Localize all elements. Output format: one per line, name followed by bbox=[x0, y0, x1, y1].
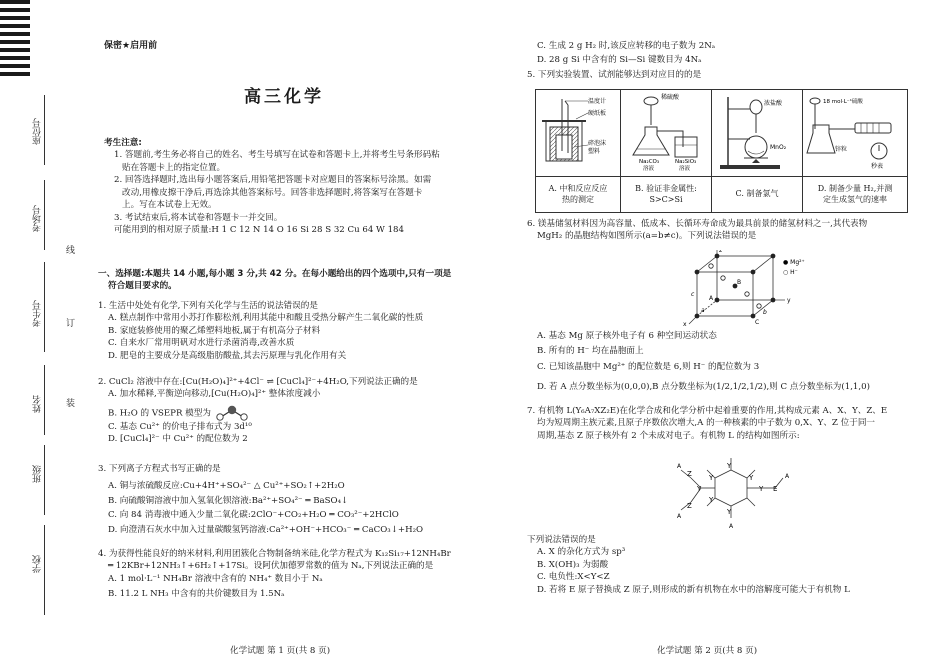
solution-label: 溶液 bbox=[679, 166, 691, 171]
apparatus-c bbox=[712, 90, 803, 177]
mno2-label: MnO₂ bbox=[770, 144, 787, 151]
sulfuric-18m-label: 18 mol·L⁻¹硫酸 bbox=[823, 99, 863, 105]
option-d: D. [CuCl₄]²⁻ 中 Cu²⁺ 的配位数为 2 bbox=[108, 434, 248, 445]
question-2 bbox=[98, 376, 472, 446]
atom-y1: Y bbox=[697, 485, 702, 493]
axis-z: z bbox=[719, 250, 723, 254]
question-5-stem: 5. 下列实验装置、试剂能够达到对应目的的是 bbox=[527, 69, 702, 80]
apparatus-row bbox=[536, 90, 908, 177]
question-stem-cont: ═ 12KBr+12NH₃↑+6H₂↑+17Si。设阿伏加德罗常数的值为 Nₐ,下列说法正确的是 bbox=[108, 561, 434, 572]
sodium-carbonate-label: Na₂CO₃ bbox=[639, 159, 660, 165]
question-stem: 6. 镁基储氢材料因为高容量、低成本、长循环寿命成为最具前景的储氢材料之一,其代表物 bbox=[527, 219, 868, 229]
flask-tube-icon bbox=[623, 91, 709, 171]
atom-a3: A bbox=[785, 473, 790, 480]
option-d: D. 若将 E 原子替换成 Z 原子,则形成的新有机物在水中的溶解度可能大于有机物 L bbox=[537, 584, 850, 595]
cell-d bbox=[803, 176, 908, 212]
crystal-cell-diagram bbox=[667, 250, 817, 328]
binding-strip bbox=[0, 0, 90, 672]
question-3 bbox=[98, 463, 472, 536]
option-a: A. 1 mol·L⁻¹ NH₄Br 溶液中含有的 NH₄⁺ 数目小于 Nₐ bbox=[108, 573, 323, 584]
footer-page-2: 化学试题 第 2 页(共 8 页) bbox=[657, 646, 758, 656]
atom-y6: Y bbox=[709, 496, 714, 504]
option-a: A. X 的杂化方式为 sp³ bbox=[537, 547, 626, 558]
question-substem: 下列说法错误的是 bbox=[527, 535, 596, 545]
section-heading-line: 符合题目要求的。 bbox=[108, 281, 177, 292]
cell-b-line1: B. 验证非金属性: bbox=[635, 183, 697, 193]
option-c: C. 向 84 消毒液中通入少量二氧化碳:2ClO⁻+CO₂+H₂O ═ CO₃²⁻+2HClO bbox=[108, 510, 399, 521]
option-b: B. X(OH)₃ 为弱酸 bbox=[537, 559, 609, 570]
notice-block bbox=[104, 137, 472, 237]
option-b: B. 11.2 L NH₃ 中含有的共价键数目为 1.5Nₐ bbox=[108, 589, 285, 600]
option-d: D. 向澄清石灰水中加入过量碳酸氢钙溶液:Ca²⁺+OH⁻+HCO₃⁻ ═ CaCO₃↓+H₂O bbox=[108, 524, 424, 535]
question-stem-cont: 均为短周期主族元素,且原子序数依次增大,A 的一种核素的中子数为 0,X、Y、Z 位于同一 bbox=[537, 418, 876, 429]
atom-y3: Y bbox=[727, 508, 732, 516]
school-line bbox=[44, 525, 45, 615]
option-d: D. 28 g Si 中含有的 Si—Si 键数目为 4Nₐ bbox=[537, 55, 702, 66]
cell-a bbox=[536, 176, 621, 212]
calorimeter-icon bbox=[538, 91, 618, 171]
atom-e: E bbox=[773, 485, 778, 493]
chlorine-apparatus-icon bbox=[714, 91, 800, 171]
point-a: A bbox=[709, 295, 714, 302]
molecule-structure-diagram bbox=[657, 448, 807, 534]
option-d: D. 肥皂的主要成分是高级脂肪酸盐,其去污原理与乳化作用有关 bbox=[108, 350, 347, 361]
zinc-label: 锌粒 bbox=[835, 146, 848, 153]
legend-mg: ● Mg²⁺ bbox=[783, 259, 805, 266]
notice-line: 3. 考试结束后,将本试卷和答题卡一并交回。 bbox=[114, 212, 283, 223]
option-a: A. 加水稀释,平衡逆向移动,[Cu(H₂O)₄]²⁺ 整体浓度减小 bbox=[108, 389, 321, 400]
edge-a: a bbox=[701, 307, 705, 314]
name-label: 姓名 bbox=[33, 395, 43, 413]
option-c: C. 生成 2 g H₂ 时,该反应转移的电子数为 2Nₐ bbox=[537, 41, 716, 51]
question-7 bbox=[527, 405, 932, 442]
cell-d-line1: D. 制备少量 H₂,并测 bbox=[817, 183, 893, 193]
experiment-table bbox=[535, 89, 908, 213]
axis-y: y bbox=[787, 297, 791, 304]
atom-a4: A bbox=[729, 523, 734, 530]
option-a: A. 基态 Mg 原子核外电子有 6 种空间运动状态 bbox=[537, 331, 717, 341]
question-6-options bbox=[527, 330, 932, 394]
axis-x: x bbox=[683, 321, 687, 328]
notice-line: 1. 答题前,考生务必将自己的姓名、考生号填写在试卷和答题卡上,并将考生号条形码粘 bbox=[114, 150, 440, 161]
cell-c bbox=[712, 176, 803, 212]
option-b: B. 向硫酸铜溶液中加入氢氧化钡溶液:Ba²⁺+SO₄²⁻ ═ BaSO₄↓ bbox=[108, 495, 349, 506]
class-label: 班级 bbox=[33, 465, 43, 483]
option-c: C. 自来水厂常用明矾对水进行杀菌消毒,改善水质 bbox=[108, 338, 295, 349]
cell-c-line1: C. 制备氯气 bbox=[735, 189, 779, 199]
atomic-mass-line: 可能用到的相对原子质量:H 1 C 12 N 14 O 16 Si 28 S 32 Cu 64 W 184 bbox=[114, 225, 404, 236]
atom-z2: Z bbox=[687, 502, 692, 510]
edge-b: b bbox=[763, 309, 767, 316]
question-stem-cont: MgH₂ 的晶胞结构如图所示(a=b≠c)。下列说法错误的是 bbox=[537, 231, 757, 242]
atom-y4: Y bbox=[709, 474, 714, 482]
notice-line: 贴在答题卡上的指定位置。 bbox=[122, 162, 226, 173]
class-line bbox=[44, 445, 45, 515]
school-label: 学校 bbox=[33, 555, 43, 573]
option-c: C. 基态 Cu²⁺ 的价电子排布式为 3d¹⁰ bbox=[108, 421, 252, 432]
cell-d-line2: 定生成氢气的速率 bbox=[823, 195, 887, 205]
atom-a2: A bbox=[677, 513, 682, 520]
question-6 bbox=[527, 218, 932, 243]
notice-heading: 考生注意: bbox=[104, 138, 142, 148]
apparatus-b bbox=[621, 90, 712, 177]
notice-line: 上。写在本试卷上无效。 bbox=[122, 200, 217, 211]
cut-mark-staple: 订 bbox=[66, 319, 76, 329]
binding-barcode-stripes bbox=[0, 0, 30, 76]
cut-mark-bind: 装 bbox=[66, 399, 76, 409]
notice-line: 2. 回答选择题时,选出每小题答案后,用铅笔把答题卡对应题目的答案标号涂黑。如需 bbox=[114, 175, 432, 186]
option-b bbox=[98, 405, 472, 421]
legend-h: ○ H⁻ bbox=[783, 269, 798, 276]
exam-room-label: 考场号 bbox=[33, 205, 43, 232]
question-stem: 4. 为获得性能良好的纳米材料,利用团簇化合物制备纳米硅,化学方程式为 K₁₂Si₁₇+12NH₄Br bbox=[98, 549, 451, 559]
solution-label: 溶液 bbox=[643, 166, 655, 171]
conc-hcl-label: 浓盐酸 bbox=[764, 100, 783, 107]
dilute-sulfuric-label: 稀硫酸 bbox=[661, 94, 680, 101]
question-1 bbox=[98, 300, 472, 362]
candidate-number-line bbox=[44, 262, 45, 352]
option-b-text: B. H₂O 的 VSEPR 模型为 bbox=[108, 408, 211, 419]
stopwatch-label: 秒表 bbox=[871, 163, 884, 170]
seat-number-label: 座位号 bbox=[33, 118, 43, 145]
edge-c: c bbox=[691, 291, 695, 298]
cardboard-label: 硬纸板 bbox=[588, 110, 607, 117]
question-stem: 7. 有机物 L(Y₆A₇XZ₂E)在化学合成和化学分析中起着重要的作用,其构成元素 A、X、Y、Z、E bbox=[527, 406, 888, 416]
footer-page-1: 化学试题 第 1 页(共 8 页) bbox=[230, 646, 331, 656]
notice-line: 改动,用橡皮擦干净后,再选涂其他答案标号。回答非选择题时,将答案写在答题卡 bbox=[122, 187, 423, 198]
secret-mark: 保密★启用前 bbox=[104, 41, 158, 51]
point-c: C bbox=[755, 319, 760, 326]
option-c: C. 电负性:X<Y<Z bbox=[537, 572, 610, 583]
atom-z1: Z bbox=[687, 470, 692, 478]
option-b: B. 家庭装修使用的聚乙烯塑料地板,属于有机高分子材料 bbox=[108, 325, 321, 336]
option-a: A. 铜与浓硫酸反应:Cu+4H⁺+SO₄²⁻ △ Cu²⁺+SO₂↑+2H₂O bbox=[108, 481, 345, 492]
apparatus-d bbox=[803, 90, 908, 177]
cell-b-line2: S>C>Si bbox=[649, 195, 683, 205]
atom-y7: Y bbox=[759, 485, 764, 493]
option-a: A. 糕点制作中常用小苏打作膨松剂,利用其能中和酸且受热分解产生二氧化碳的性质 bbox=[108, 313, 424, 324]
option-c: C. 已知该晶胞中 Mg²⁺ 的配位数是 6,则 H⁻ 的配位数为 3 bbox=[537, 361, 760, 372]
question-stem: 3. 下列离子方程式书写正确的是 bbox=[98, 464, 221, 474]
foam-label: 碎泡沫 bbox=[588, 140, 607, 147]
point-b: B bbox=[737, 279, 742, 286]
page-title: 高三化学 bbox=[244, 87, 324, 107]
thermometer-label: 温度计 bbox=[588, 98, 607, 105]
cell-a-line1: A. 中和反应反应 bbox=[548, 183, 608, 193]
section-heading-line: 一、选择题:本题共 14 小题,每小题 3 分,共 42 分。在每小题给出的四个选项中,只有一项是 bbox=[98, 269, 452, 279]
candidate-number-label: 考生号 bbox=[33, 300, 43, 327]
atom-y2: Y bbox=[727, 462, 732, 470]
option-b: B. 所有的 H⁻ 均在晶胞面上 bbox=[537, 346, 644, 357]
option-d: D. 若 A 点分数坐标为(0,0,0),B 点分数坐标为(1/2,1/2,1/2),则 C 点分数坐标为(1,1,0) bbox=[537, 382, 870, 393]
question-stem-cont: 周期,基态 Z 原子核外有 2 个未成对电子。有机物 L 的结构如图所示: bbox=[537, 430, 800, 441]
atom-y5: Y bbox=[749, 474, 754, 482]
section-heading bbox=[98, 268, 472, 293]
question-4 bbox=[98, 548, 472, 601]
question-stem: 2. CuCl₂ 溶液中存在:[Cu(H₂O)₄]²⁺+4Cl⁻ ⇌ [CuCl₄]²⁻+4H₂O,下列说法正确的是 bbox=[98, 377, 418, 387]
cell-b bbox=[621, 176, 712, 212]
plastic-label: 塑料 bbox=[588, 148, 601, 155]
option-row bbox=[536, 176, 908, 212]
name-line bbox=[44, 365, 45, 435]
question-4-cont bbox=[527, 40, 932, 81]
vsepr-model-icon bbox=[214, 405, 250, 421]
cut-mark-line: 线 bbox=[66, 246, 76, 256]
seat-number-line bbox=[44, 95, 45, 165]
atom-a1: A bbox=[677, 463, 682, 470]
sodium-silicate-label: Na₂SiO₃ bbox=[675, 159, 697, 165]
hydrogen-rate-icon bbox=[805, 91, 905, 171]
apparatus-a bbox=[536, 90, 621, 177]
cell-a-line2: 热的测定 bbox=[562, 195, 594, 205]
question-stem: 1. 生活中处处有化学,下列有关化学与生活的说法错误的是 bbox=[98, 301, 318, 311]
exam-room-line bbox=[44, 180, 45, 250]
question-7-options bbox=[527, 534, 932, 596]
